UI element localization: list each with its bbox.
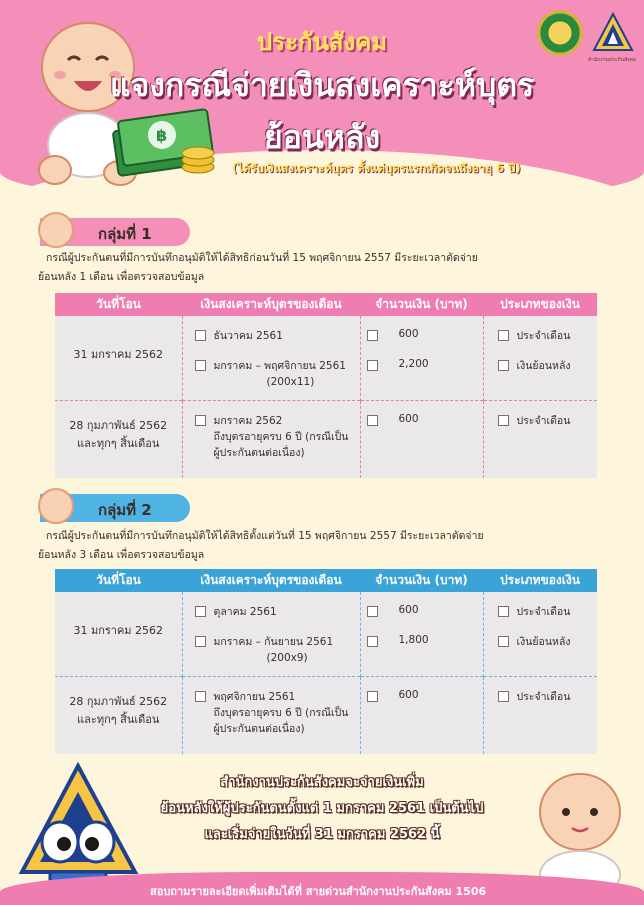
page-title: แจงกรณีจ่ายเงินสงเคราะห์บุตร [109, 66, 535, 104]
amount-item [367, 689, 483, 705]
sso-logo-caption: สำนักงานประกันสังคม [588, 57, 637, 63]
month-note: ถึงบุตรอายุครบ 6 ปี (กรณีเป็น [213, 430, 349, 443]
month-label: มกราคม – พฤศจิกายน 2561 [213, 360, 346, 372]
month-note: (200x9) [266, 652, 308, 664]
type-label: ประจำเดือน [516, 606, 571, 618]
date-line: 28 กุมภาพันธ์ 2562 [69, 695, 168, 709]
checkbox[interactable] [367, 330, 378, 341]
sso-logo-icon [590, 10, 636, 56]
table-row [55, 400, 597, 478]
checkbox[interactable] [498, 691, 509, 702]
checkbox[interactable] [498, 330, 509, 341]
month-label: ตุลาคม 2561 [213, 606, 277, 618]
month-note: ถึงบุตรอายุครบ 6 ปี (กรณีเป็น [213, 706, 349, 719]
amount-value: 600 [398, 328, 419, 340]
baby-face-icon [38, 488, 74, 524]
checkbox[interactable] [367, 636, 378, 647]
col-header-month: เงินสงเคราะห์บุตรของเดือน [182, 293, 360, 316]
group1-desc-line1: กรณีผู้ประกันตนที่มีการบันทึกอนุมัติให้ได้สิทธิก่อนวันที่ 15 พฤศจิกายน 2557 มีระยะเวลาตัดจ่าย [46, 252, 478, 264]
type-item [498, 358, 598, 374]
type-item [498, 413, 598, 429]
page-title-line2: ย้อนหลัง [263, 118, 381, 156]
date-line: 28 กุมภาพันธ์ 2562 [69, 419, 168, 433]
month-note: ผู้ประกันตนต่อเนื่อง) [213, 722, 305, 735]
amount-item [367, 604, 483, 620]
type-label: ประจำเดือน [516, 330, 571, 342]
checkbox[interactable] [195, 691, 206, 702]
transfer-date: 31 มกราคม 2562 [55, 316, 182, 400]
amount-value: 600 [398, 604, 419, 616]
col-header-amount: จำนวนเงิน (บาท) [360, 293, 483, 316]
group1-table [55, 293, 597, 478]
checkbox[interactable] [498, 360, 509, 371]
checkbox[interactable] [367, 606, 378, 617]
group1-desc-line2: ย้อนหลัง 1 เดือน เพื่อตรวจสอบข้อมูล [38, 271, 205, 283]
amount-item [367, 358, 483, 374]
baby-face-icon [38, 212, 74, 248]
group1-description [38, 249, 604, 287]
group2-description [38, 527, 604, 565]
table-row [55, 592, 597, 676]
month-label: ธันวาคม 2561 [213, 330, 283, 342]
col-header-month: เงินสงเคราะห์บุตรของเดือน [182, 569, 360, 592]
type-label: เงินย้อนหลัง [516, 636, 571, 648]
page-subtitle: (ได้รับเงินสงเคราะห์บุตร ตั้งแต่บุตรแรกเกิดจนถึงอายุ 6 ปี) [232, 161, 521, 175]
col-header-date: วันที่โอน [55, 293, 182, 316]
transfer-date [55, 400, 182, 478]
table-row [55, 676, 597, 754]
type-label: เงินย้อนหลัง [516, 360, 571, 372]
month-item [195, 634, 360, 650]
checkbox[interactable] [498, 415, 509, 426]
col-header-type: ประเภทของเงิน [483, 293, 597, 316]
group1-label-text: กลุ่มที่ 1 [98, 225, 152, 243]
month-label: พฤศจิกายน 2561 [213, 690, 296, 703]
type-label: ประจำเดือน [516, 414, 571, 427]
checkbox[interactable] [498, 606, 509, 617]
svg-text:฿: ฿ [156, 126, 168, 145]
checkbox[interactable] [195, 415, 206, 426]
month-item [195, 413, 360, 429]
checkbox[interactable] [195, 360, 206, 371]
date-line: และทุกๆ สิ้นเดือน [77, 437, 160, 451]
table-row [55, 316, 597, 400]
amount-value: 600 [398, 688, 419, 701]
group2-desc-line1: กรณีผู้ประกันตนที่มีการบันทึกอนุมัติให้ได้สิทธิตั้งแต่วันที่ 15 พฤศจิกายน 2557 มีระยะเวลาตัดจ่าย [46, 530, 484, 542]
contact-hotline: สอบถามรายละเอียดเพิ่มเติมได้ที่ สายด่วนสำนักงานประกันสังคม 1506 [150, 885, 487, 898]
checkbox[interactable] [367, 415, 378, 426]
month-item [195, 689, 360, 705]
transfer-date [55, 676, 182, 754]
transfer-date: 31 มกราคม 2562 [55, 592, 182, 676]
month-item [195, 328, 360, 344]
government-seal-icon [537, 10, 583, 56]
footer-line2: ย้อนหลังให้ผู้ประกันตนตั้งแต่ 1 มกราคม 2561 เป็นต้นไป [160, 801, 484, 816]
type-item [498, 634, 598, 650]
amount-item [367, 634, 483, 650]
date-line: และทุกๆ สิ้นเดือน [77, 713, 160, 727]
month-label: มกราคม – กันยายน 2561 [213, 636, 334, 648]
checkbox[interactable] [195, 330, 206, 341]
month-item [195, 358, 360, 374]
group2-label-text: กลุ่มที่ 2 [98, 501, 152, 519]
amount-value: 600 [398, 412, 419, 425]
checkbox[interactable] [195, 636, 206, 647]
type-item [498, 689, 598, 705]
checkbox[interactable] [498, 636, 509, 647]
type-label: ประจำเดือน [516, 690, 571, 703]
type-item [498, 604, 598, 620]
type-item [498, 328, 598, 344]
amount-value: 2,200 [398, 358, 429, 370]
footer-line3: และเริ่มจ่ายในวันที่ 31 มกราคม 2562 นี้ [204, 827, 440, 842]
footer-line1: สำนักงานประกันสังคมจะจ่ายเงินเพิ่ม [220, 775, 424, 790]
month-item [195, 604, 360, 620]
checkbox[interactable] [367, 691, 378, 702]
amount-item [367, 413, 483, 429]
group2-table [55, 569, 597, 754]
group2-desc-line2: ย้อนหลัง 3 เดือน เพื่อตรวจสอบข้อมูล [38, 549, 205, 561]
col-header-type: ประเภทของเงิน [483, 569, 597, 592]
brand-title: ประกันสังคม [256, 28, 388, 56]
col-header-amount: จำนวนเงิน (บาท) [360, 569, 483, 592]
amount-item [367, 328, 483, 344]
checkbox[interactable] [367, 360, 378, 371]
amount-value: 1,800 [398, 634, 429, 646]
col-header-date: วันที่โอน [55, 569, 182, 592]
checkbox[interactable] [195, 606, 206, 617]
month-note: ผู้ประกันตนต่อเนื่อง) [213, 446, 305, 459]
month-label: มกราคม 2562 [213, 414, 283, 427]
month-note: (200x11) [266, 376, 315, 388]
